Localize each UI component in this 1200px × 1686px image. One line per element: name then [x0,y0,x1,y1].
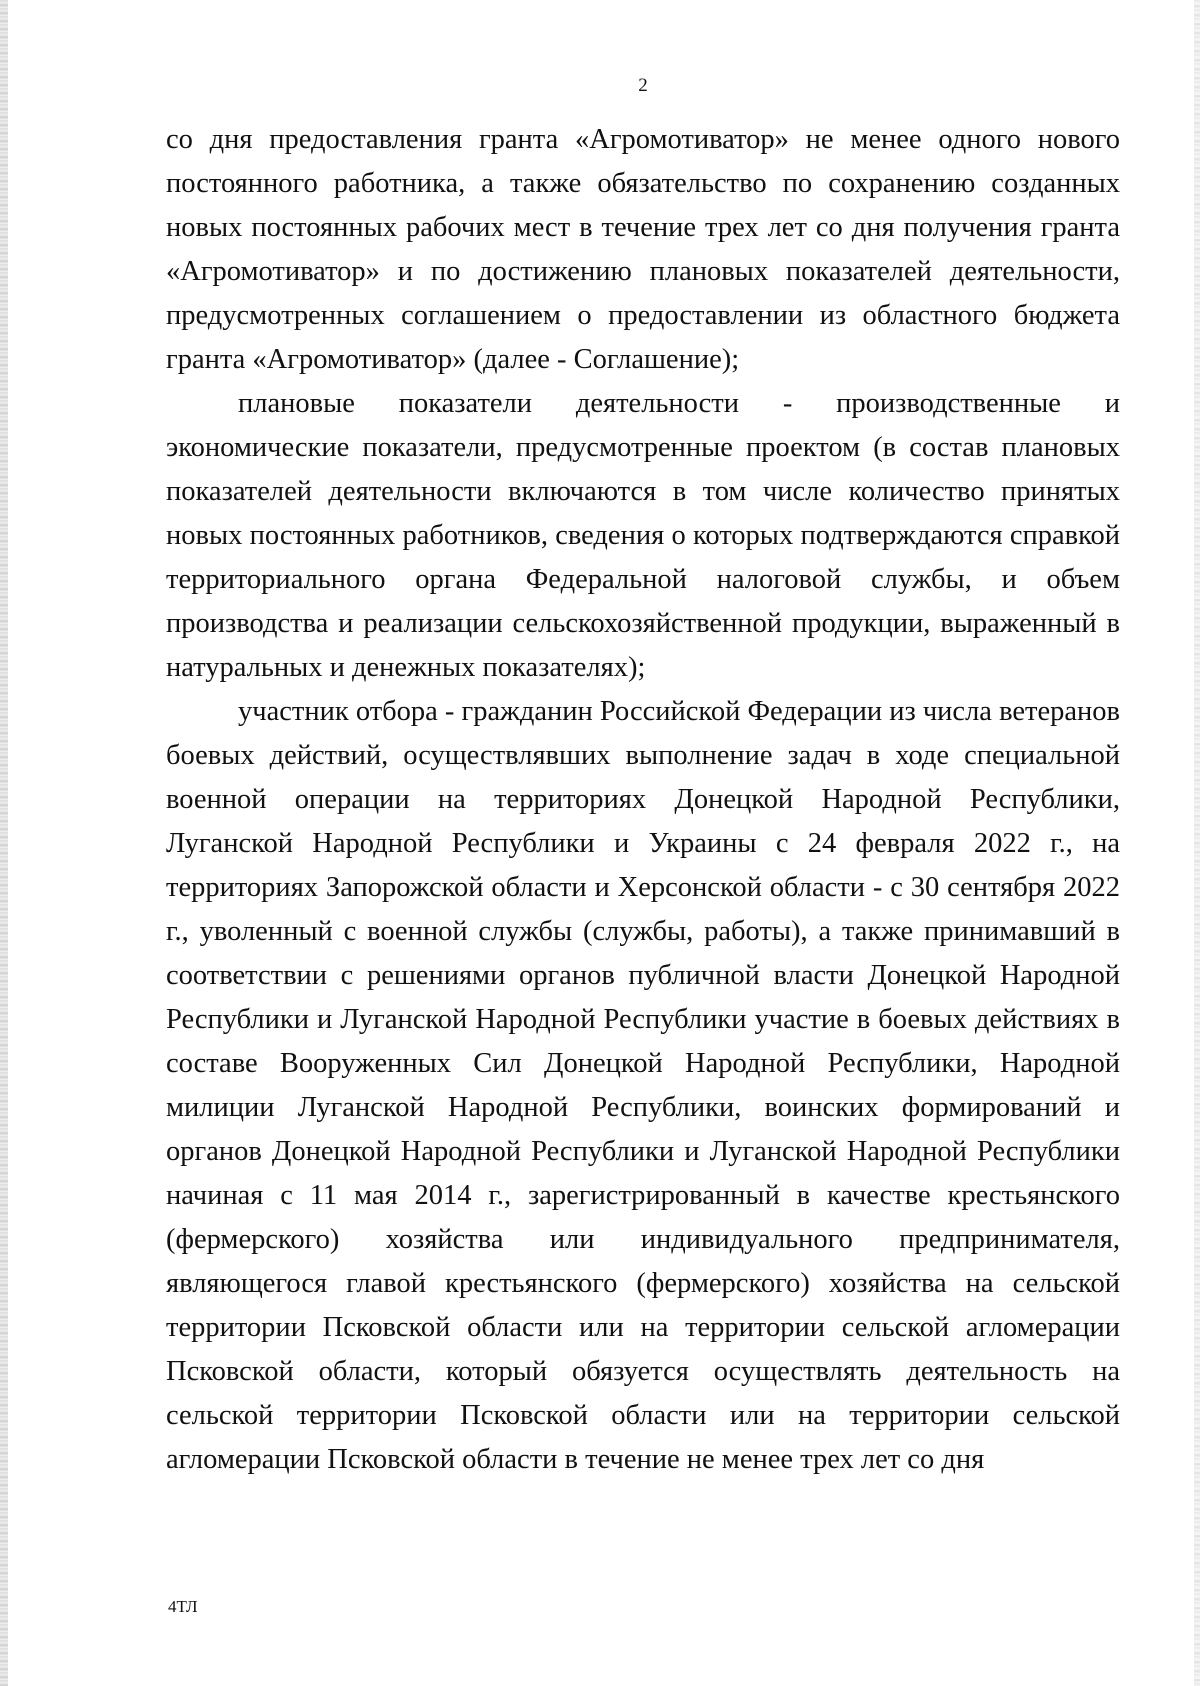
paragraph-selection-participant: участник отбора - гражданин Российской Федерации из числа ветеранов боевых действий, осуществлявших выполнение задач в ходе специальной военной операции на территориях Донецкой Народной Республики, Луганской Народной Республики и Украины с 24 февраля 2022 г., на территориях Запорожской области и Херсонской области - с 30 сентября 2022 г., уволенный с военной службы (службы, работы), а также принимавший в соответствии с решениями органов публичной власти Донецкой Народной Республики и Луганской Народной Республики участие в боевых действиях в составе Вооруженных Сил Донецкой Народной Республики, Народной милиции Луганской Народной Республики, воинских формирований и органов Донецкой Народной Республики и Луганской Народной Республики начиная с 11 мая 2014 г., зарегистрированный в качестве крестьянского (фермерского) хозяйства или индивидуального предпринимателя, являющегося главой крестьянского (фермерского) хозяйства на сельской территории Псковской области или на территории сельской агломерации Псковской области, который обязуется осуществлять деятельность на сельской территории Псковской области или на территории сельской агломерации Псковской области в течение не менее трех лет со дня [166,696,1120,1475]
scan-edge-right [1194,0,1200,1686]
footer-code: 4ТЛ [168,1597,198,1616]
scan-edge-left [0,0,8,1686]
document-body [166,118,1120,1482]
page-number: 2 [638,75,648,96]
paragraph-planned-indicators: плановые показатели деятельности - производственные и экономические показатели, предусмотренные проектом (в состав плановых показателей деятельности включаются в том числе количество принятых новых постоянных работников, сведения о которых подтверждаются справкой территориального органа Федеральной налоговой службы, и объем производства и реализации сельскохозяйственной продукции, выраженный в натуральных и денежных показателях); [166,388,1120,683]
paragraph-continuation: со дня предоставления гранта «Агромотиватор» не менее одного нового постоянного работника, а также обязательство по сохранению созданных новых постоянных рабочих мест в течение трех лет со дня получения гранта «Агромотиватор» и по достижению плановых показателей деятельности, предусмотренных соглашением о предоставлении из областного бюджета гранта «Агромотиватор» (далее - Соглашение); [166,124,1120,375]
